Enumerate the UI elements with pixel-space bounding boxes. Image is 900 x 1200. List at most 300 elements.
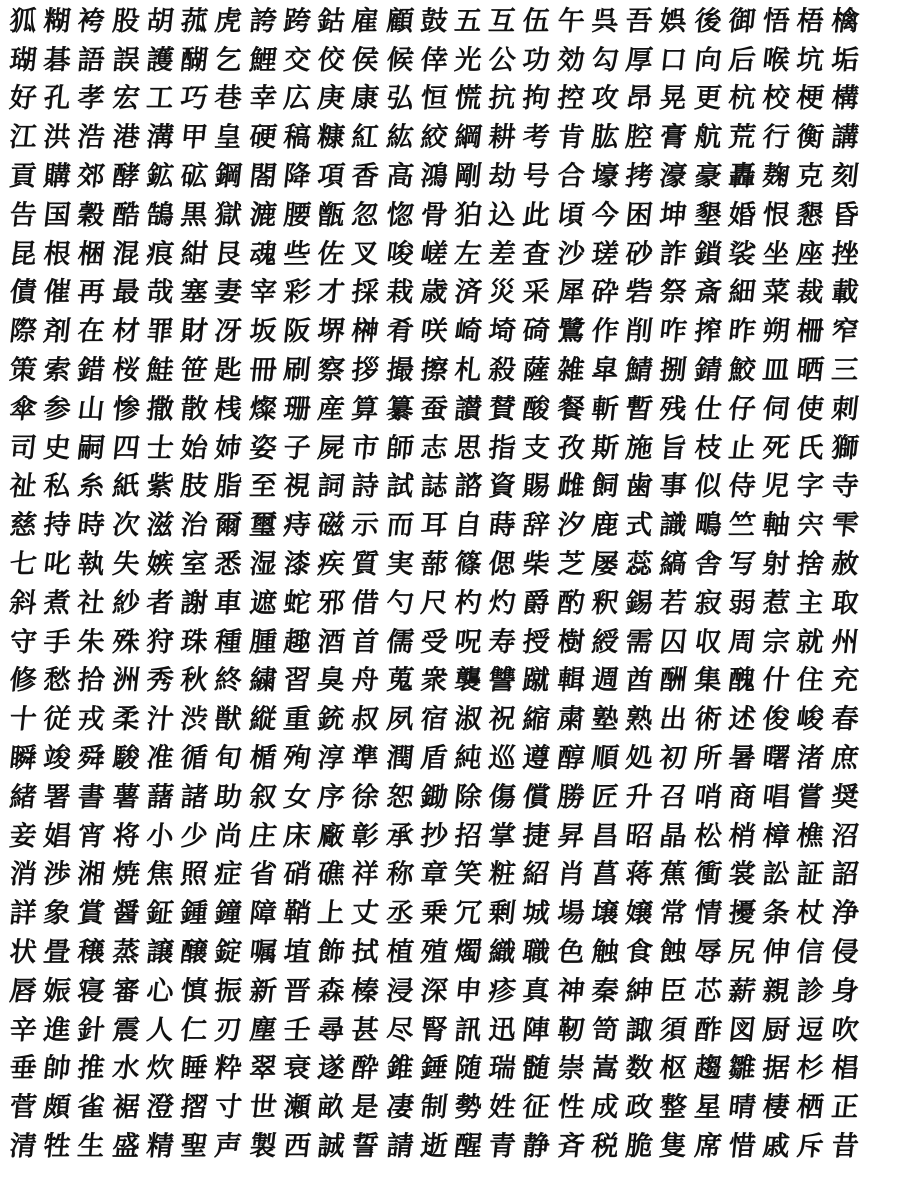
kanji-glyph: 鵠 <box>144 199 176 231</box>
kanji-glyph: 剰 <box>487 898 518 930</box>
kanji-glyph: 錫 <box>624 587 655 619</box>
kanji-glyph: 樟 <box>761 820 792 852</box>
kanji-glyph: 心 <box>144 975 176 1007</box>
kanji-glyph: 仁 <box>179 1014 210 1046</box>
kanji-row <box>6 429 896 468</box>
kanji-glyph: 礁 <box>316 859 347 891</box>
kanji-glyph: 三 <box>829 355 860 387</box>
kanji-glyph: 香 <box>350 161 381 193</box>
kanji-glyph: 巡 <box>487 743 518 775</box>
kanji-glyph: 水 <box>110 1053 141 1085</box>
kanji-glyph: 紫 <box>144 471 176 503</box>
kanji-glyph: 税 <box>589 1131 621 1162</box>
kanji-glyph: 誇 <box>247 5 278 37</box>
kanji-glyph: 暑 <box>726 743 758 775</box>
kanji-glyph: 弘 <box>384 83 415 115</box>
kanji-glyph: 細 <box>726 277 758 309</box>
kanji-glyph: 衆 <box>418 665 450 697</box>
kanji-glyph: 始 <box>179 432 210 464</box>
kanji-glyph: 肴 <box>384 316 415 348</box>
kanji-glyph: 混 <box>110 238 141 270</box>
kanji-glyph: 酌 <box>555 587 586 619</box>
kanji-glyph: 旬 <box>213 743 244 775</box>
kanji-glyph: 思 <box>452 432 484 464</box>
kanji-glyph: 抄 <box>418 820 450 852</box>
kanji-glyph: 柴 <box>521 549 552 581</box>
kanji-glyph: 条 <box>761 898 792 930</box>
kanji-glyph: 詩 <box>350 471 381 503</box>
kanji-glyph: 摺 <box>179 1092 210 1124</box>
kanji-glyph: 裾 <box>110 1092 141 1124</box>
kanji-glyph: 世 <box>247 1092 278 1124</box>
kanji-glyph: 据 <box>761 1053 792 1085</box>
kanji-glyph: 深 <box>418 975 450 1007</box>
kanji-glyph: 墾 <box>692 199 723 231</box>
kanji-glyph: 終 <box>213 665 244 697</box>
kanji-glyph: 祭 <box>658 277 689 309</box>
kanji-glyph: 薩 <box>521 355 552 387</box>
kanji-glyph: 匙 <box>213 355 244 387</box>
kanji-glyph: 除 <box>452 781 484 813</box>
kanji-glyph: 搾 <box>692 316 723 348</box>
kanji-glyph: 獅 <box>829 432 860 464</box>
kanji-glyph: 爾 <box>213 510 244 542</box>
kanji-glyph: 坐 <box>761 238 792 270</box>
kanji-glyph: 午 <box>555 5 586 37</box>
kanji-row <box>6 274 896 313</box>
kanji-glyph: 夙 <box>384 704 415 736</box>
kanji-glyph: 坤 <box>658 199 689 231</box>
kanji-glyph: 後 <box>692 5 723 37</box>
kanji-glyph: 什 <box>761 665 792 697</box>
kanji-glyph: 互 <box>487 5 518 37</box>
kanji-glyph: 秋 <box>179 665 210 697</box>
kanji-glyph: 柵 <box>795 316 826 348</box>
kanji-glyph: 姉 <box>213 432 244 464</box>
kanji-glyph: 縦 <box>247 704 278 736</box>
kanji-glyph: 紗 <box>110 587 141 619</box>
kanji-glyph: 祝 <box>487 704 518 736</box>
kanji-glyph: 壬 <box>281 1014 313 1046</box>
kanji-glyph: 迅 <box>487 1014 518 1046</box>
kanji-glyph: 事 <box>658 471 689 503</box>
kanji-glyph: 拷 <box>624 161 655 193</box>
kanji-glyph: 洪 <box>42 122 73 154</box>
kanji-glyph: 笑 <box>452 859 484 891</box>
kanji-glyph: 庶 <box>829 743 860 775</box>
kanji-glyph: 股 <box>110 5 141 37</box>
kanji-glyph: 瑳 <box>589 238 621 270</box>
kanji-glyph: 杓 <box>452 587 484 619</box>
kanji-glyph: 司 <box>7 432 39 464</box>
kanji-glyph: 証 <box>795 859 826 891</box>
kanji-glyph: 更 <box>692 83 723 115</box>
kanji-glyph: 蕉 <box>658 859 689 891</box>
kanji-glyph: 狩 <box>144 626 176 658</box>
kanji-glyph: 擾 <box>726 898 758 930</box>
kanji-glyph: 宏 <box>110 83 141 115</box>
kanji-glyph: 週 <box>589 665 621 697</box>
kanji-glyph: 崇 <box>555 1053 586 1085</box>
kanji-glyph: 徐 <box>350 781 381 813</box>
kanji-glyph: 采 <box>521 277 552 309</box>
kanji-glyph: 食 <box>624 937 655 969</box>
kanji-glyph: 郊 <box>76 161 107 193</box>
kanji-glyph: 娯 <box>658 5 689 37</box>
kanji-glyph: 症 <box>213 859 244 891</box>
kanji-glyph: 殺 <box>487 355 518 387</box>
kanji-glyph: 嵯 <box>418 238 450 270</box>
kanji-glyph: 駿 <box>110 743 141 775</box>
kanji-glyph: 懇 <box>795 199 826 231</box>
kanji-glyph: 充 <box>829 665 860 697</box>
kanji-glyph: 狐 <box>7 5 39 37</box>
kanji-glyph: 艮 <box>213 238 244 270</box>
kanji-glyph: 察 <box>316 355 347 387</box>
kanji-glyph: 梗 <box>795 83 826 115</box>
kanji-glyph: 后 <box>726 44 758 76</box>
kanji-glyph: 構 <box>829 83 860 115</box>
kanji-glyph: 所 <box>692 743 723 775</box>
kanji-glyph: 詐 <box>658 238 689 270</box>
kanji-glyph: 実 <box>384 549 415 581</box>
kanji-glyph: 忽 <box>350 199 381 231</box>
kanji-glyph: 隻 <box>658 1131 689 1162</box>
kanji-glyph: 甚 <box>350 1014 381 1046</box>
kanji-glyph: 順 <box>589 743 621 775</box>
kanji-glyph: 腫 <box>247 626 278 658</box>
kanji-glyph: 甑 <box>316 199 347 231</box>
kanji-glyph: 至 <box>247 471 278 503</box>
kanji-glyph: 沼 <box>829 820 860 852</box>
kanji-glyph: 講 <box>829 122 860 154</box>
kanji-glyph: 瞬 <box>7 743 39 775</box>
kanji-glyph: 償 <box>521 781 552 813</box>
kanji-glyph: 上 <box>316 898 347 930</box>
kanji-glyph: 紙 <box>110 471 141 503</box>
kanji-row <box>6 856 896 895</box>
kanji-glyph: 鋤 <box>418 781 450 813</box>
kanji-glyph: 梧 <box>795 5 826 37</box>
kanji-glyph: 寸 <box>213 1092 244 1124</box>
kanji-glyph: 校 <box>761 83 792 115</box>
kanji-glyph: 撮 <box>384 355 415 387</box>
kanji-glyph: 丈 <box>350 898 381 930</box>
kanji-glyph: 叱 <box>42 549 73 581</box>
kanji-glyph: 粋 <box>213 1053 244 1085</box>
kanji-glyph: 語 <box>76 44 107 76</box>
kanji-glyph: 痔 <box>281 510 313 542</box>
kanji-glyph: 周 <box>726 626 758 658</box>
kanji-glyph: 込 <box>487 199 518 231</box>
kanji-glyph: 芯 <box>692 975 723 1007</box>
kanji-glyph: 春 <box>829 704 860 736</box>
kanji-glyph: 成 <box>589 1092 621 1124</box>
kanji-glyph: 腎 <box>418 1014 450 1046</box>
kanji-glyph: 砦 <box>624 277 655 309</box>
kanji-glyph: 商 <box>726 781 758 813</box>
kanji-glyph: 考 <box>521 122 552 154</box>
kanji-glyph: 姿 <box>247 432 278 464</box>
kanji-row <box>6 2 896 41</box>
kanji-row <box>6 623 896 662</box>
kanji-glyph: 購 <box>42 161 73 193</box>
kanji-glyph: 吹 <box>829 1014 860 1046</box>
kanji-glyph: 榊 <box>350 316 381 348</box>
kanji-glyph: 耕 <box>487 122 518 154</box>
kanji-glyph: 雛 <box>726 1053 758 1085</box>
kanji-glyph: 江 <box>7 122 39 154</box>
kanji-glyph: 誤 <box>110 44 141 76</box>
kanji-glyph: 酬 <box>658 665 689 697</box>
kanji-glyph: 秦 <box>589 975 621 1007</box>
kanji-glyph: 錐 <box>384 1053 415 1085</box>
kanji-glyph: 歯 <box>624 471 655 503</box>
kanji-glyph: 視 <box>281 471 313 503</box>
kanji-glyph: 者 <box>144 587 176 619</box>
kanji-glyph: 重 <box>281 704 313 736</box>
kanji-glyph: 勝 <box>555 781 586 813</box>
kanji-glyph: 拘 <box>521 83 552 115</box>
kanji-glyph: 護 <box>144 44 176 76</box>
kanji-glyph: 昨 <box>726 316 758 348</box>
kanji-glyph: 康 <box>350 83 381 115</box>
kanji-glyph: 斉 <box>555 1131 586 1162</box>
kanji-glyph: 詞 <box>316 471 347 503</box>
kanji-glyph: 弱 <box>726 587 758 619</box>
kanji-glyph: 砂 <box>624 238 655 270</box>
kanji-glyph: 尺 <box>418 587 450 619</box>
kanji-glyph: 師 <box>384 432 415 464</box>
kanji-glyph: 雀 <box>76 1092 107 1124</box>
kanji-glyph: 錘 <box>418 1053 450 1085</box>
kanji-glyph: 樹 <box>555 626 586 658</box>
kanji-glyph: 伸 <box>761 937 792 969</box>
kanji-glyph: 植 <box>384 937 415 969</box>
kanji-glyph: 而 <box>384 510 415 542</box>
kanji-glyph: 材 <box>110 316 141 348</box>
kanji-glyph: 賜 <box>521 471 552 503</box>
kanji-glyph: 淑 <box>452 704 484 736</box>
kanji-glyph: 拶 <box>350 355 381 387</box>
kanji-glyph: 振 <box>213 975 244 1007</box>
kanji-glyph: 菜 <box>761 277 792 309</box>
kanji-glyph: 醸 <box>179 937 210 969</box>
kanji-row <box>6 662 896 701</box>
kanji-glyph: 此 <box>521 199 552 231</box>
kanji-glyph: 惨 <box>110 393 141 425</box>
kanji-glyph: 沙 <box>555 238 586 270</box>
kanji-glyph: 清 <box>7 1131 39 1162</box>
kanji-glyph: 垂 <box>7 1053 39 1085</box>
kanji-glyph: 御 <box>726 5 758 37</box>
kanji-glyph: 叔 <box>350 704 381 736</box>
kanji-glyph: 尋 <box>316 1014 347 1046</box>
kanji-glyph: 蝕 <box>658 937 689 969</box>
kanji-glyph: 挫 <box>829 238 860 270</box>
kanji-glyph: 聖 <box>179 1131 210 1162</box>
kanji-glyph: 舜 <box>76 743 107 775</box>
kanji-glyph: 畝 <box>316 1092 347 1124</box>
kanji-glyph: 書 <box>76 781 107 813</box>
kanji-glyph: 梢 <box>726 820 758 852</box>
kanji-glyph: 硬 <box>247 122 278 154</box>
kanji-glyph: 術 <box>692 704 723 736</box>
kanji-glyph: 審 <box>110 975 141 1007</box>
kanji-glyph: 疾 <box>316 549 347 581</box>
kanji-glyph: 効 <box>555 44 586 76</box>
kanji-glyph: 十 <box>7 704 39 736</box>
kanji-glyph: 焦 <box>144 859 176 891</box>
kanji-glyph: 妾 <box>7 820 39 852</box>
kanji-glyph: 職 <box>521 937 552 969</box>
kanji-glyph: 辛 <box>7 1014 39 1046</box>
kanji-glyph: 鉱 <box>144 161 176 193</box>
kanji-glyph: 札 <box>452 355 484 387</box>
kanji-glyph: 緒 <box>7 781 39 813</box>
kanji-glyph: 燦 <box>247 393 278 425</box>
kanji-glyph: 庚 <box>316 83 347 115</box>
kanji-glyph: 候 <box>384 44 415 76</box>
kanji-glyph: 邪 <box>316 587 347 619</box>
kanji-glyph: 唇 <box>7 975 39 1007</box>
kanji-glyph: 左 <box>452 238 484 270</box>
kanji-glyph: 呪 <box>452 626 484 658</box>
kanji-glyph: 掌 <box>487 820 518 852</box>
kanji-glyph: 晴 <box>726 1092 758 1124</box>
kanji-glyph: 蕊 <box>624 549 655 581</box>
kanji-glyph: 集 <box>692 665 723 697</box>
kanji-glyph: 厚 <box>624 44 655 76</box>
kanji-glyph: 壕 <box>589 161 621 193</box>
kanji-glyph: 遮 <box>247 587 278 619</box>
kanji-glyph: 障 <box>247 898 278 930</box>
kanji-glyph: 謝 <box>179 587 210 619</box>
kanji-glyph: 鮭 <box>144 355 176 387</box>
kanji-glyph: 乞 <box>213 44 244 76</box>
kanji-glyph: 出 <box>658 704 689 736</box>
kanji-glyph: 国 <box>42 199 73 231</box>
kanji-glyph: 承 <box>384 820 415 852</box>
kanji-glyph: 糊 <box>42 5 73 37</box>
kanji-glyph: 蒸 <box>110 937 141 969</box>
kanji-glyph: 妻 <box>213 277 244 309</box>
kanji-glyph: 硝 <box>281 859 313 891</box>
kanji-row <box>6 312 896 351</box>
kanji-glyph: 溝 <box>144 122 176 154</box>
kanji-glyph: 処 <box>624 743 655 775</box>
kanji-glyph: 城 <box>521 898 552 930</box>
kanji-row <box>6 739 896 778</box>
kanji-glyph: 宵 <box>76 820 107 852</box>
kanji-glyph: 似 <box>692 471 723 503</box>
kanji-glyph: 滋 <box>144 510 176 542</box>
kanji-glyph: 笹 <box>179 355 210 387</box>
kanji-row <box>6 235 896 274</box>
kanji-glyph: 碁 <box>42 44 73 76</box>
kanji-glyph: 綱 <box>452 122 484 154</box>
kanji-glyph: 鴫 <box>692 510 723 542</box>
kanji-glyph: 襲 <box>452 665 484 697</box>
kanji-glyph: 剤 <box>42 316 73 348</box>
kanji-glyph: 塾 <box>589 704 621 736</box>
kanji-glyph: 娠 <box>42 975 73 1007</box>
kanji-glyph: 蒐 <box>384 665 415 697</box>
kanji-glyph: 寝 <box>76 975 107 1007</box>
kanji-glyph: 升 <box>624 781 655 813</box>
kanji-glyph: 狛 <box>452 199 484 231</box>
kanji-glyph: 皇 <box>213 122 244 154</box>
kanji-glyph: 冴 <box>213 316 244 348</box>
kanji-glyph: 信 <box>795 937 826 969</box>
kanji-glyph: 遂 <box>316 1053 347 1085</box>
kanji-glyph: 止 <box>726 432 758 464</box>
kanji-glyph: 耳 <box>418 510 450 542</box>
kanji-glyph: 漆 <box>281 549 313 581</box>
kanji-glyph: 伺 <box>761 393 792 425</box>
kanji-glyph: 誠 <box>316 1131 347 1162</box>
kanji-glyph: 繍 <box>247 665 278 697</box>
kanji-glyph: 慈 <box>7 510 39 542</box>
kanji-glyph: 虎 <box>213 5 244 37</box>
kanji-glyph: 衡 <box>795 122 826 154</box>
kanji-glyph: 詔 <box>829 859 860 891</box>
kanji-glyph: 佐 <box>316 238 347 270</box>
kanji-glyph: 旨 <box>658 432 689 464</box>
kanji-glyph: 種 <box>213 626 244 658</box>
kanji-glyph: 制 <box>418 1092 450 1124</box>
kanji-glyph: 孜 <box>555 432 586 464</box>
kanji-glyph: 孔 <box>42 83 73 115</box>
kanji-glyph: 跨 <box>281 5 313 37</box>
kanji-glyph: 請 <box>384 1131 415 1162</box>
kanji-glyph: 稿 <box>281 122 313 154</box>
kanji-glyph: 翠 <box>247 1053 278 1085</box>
kanji-glyph: 尚 <box>213 820 244 852</box>
kanji-glyph: 首 <box>350 626 381 658</box>
kanji-glyph: 座 <box>795 238 826 270</box>
kanji-glyph: 主 <box>795 587 826 619</box>
kanji-glyph: 綬 <box>589 626 621 658</box>
kanji-glyph: 劫 <box>487 161 518 193</box>
kanji-glyph: 査 <box>521 238 552 270</box>
kanji-glyph: 昆 <box>7 238 39 270</box>
kanji-glyph: 尻 <box>726 937 758 969</box>
kanji-glyph: 修 <box>7 665 39 697</box>
kanji-glyph: 杉 <box>795 1053 826 1085</box>
kanji-glyph: 人 <box>144 1014 176 1046</box>
kanji-row <box>6 972 896 1011</box>
kanji-glyph: 皿 <box>761 355 792 387</box>
kanji-glyph: 準 <box>350 743 381 775</box>
kanji-glyph: 燭 <box>452 937 484 969</box>
kanji-glyph: 鉦 <box>144 898 176 930</box>
kanji-glyph: 巷 <box>213 83 244 115</box>
kanji-glyph: 刺 <box>829 393 860 425</box>
kanji-glyph: 交 <box>281 44 313 76</box>
kanji-glyph: 壌 <box>589 898 621 930</box>
kanji-glyph: 雑 <box>555 355 586 387</box>
kanji-glyph: 尽 <box>384 1014 415 1046</box>
kanji-glyph: 遵 <box>521 743 552 775</box>
kanji-glyph: 穣 <box>76 937 107 969</box>
kanji-glyph: 随 <box>452 1053 484 1085</box>
kanji-glyph: 盛 <box>110 1131 141 1162</box>
kanji-glyph: 諮 <box>452 471 484 503</box>
kanji-glyph: 楯 <box>247 743 278 775</box>
kanji-glyph: 蔀 <box>418 549 450 581</box>
kanji-glyph: 舟 <box>350 665 381 697</box>
